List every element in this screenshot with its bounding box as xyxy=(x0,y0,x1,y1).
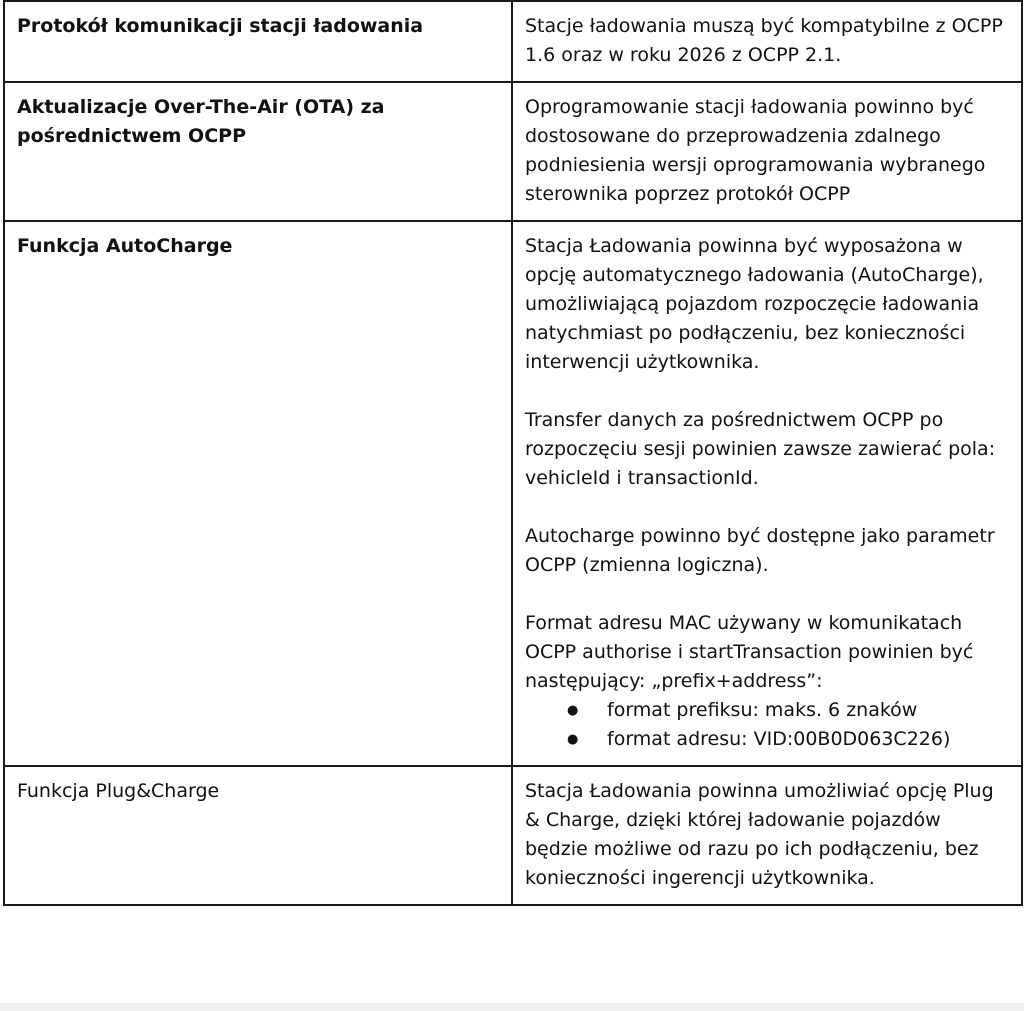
row-value-cell xyxy=(512,766,1022,905)
list-item: ● format adresu: VID:00B0D063C226) xyxy=(607,725,1009,754)
table-row xyxy=(4,766,1022,905)
autocharge-paragraph: Format adresu MAC używany w komunikatach OCPP authorise i startTransaction powinien być następujący: „prefix+address”: xyxy=(525,612,974,692)
row-label-cell xyxy=(4,82,512,221)
table-row xyxy=(4,82,1022,221)
mac-format-list xyxy=(525,696,1009,754)
row-label: Protokół komunikacji stacji ładowania xyxy=(17,15,424,37)
row-label: Aktualizacje Over-The-Air (OTA) za pośrednictwem OCPP xyxy=(17,96,385,147)
row-label: Funkcja Plug&Charge xyxy=(17,780,220,802)
autocharge-paragraph: Stacja Ładowania powinna być wyposażona w opcję automatycznego ładowania (AutoCharge), umożliwiającą pojazdom rozpoczęcie ładowania natychmiast po podłączeniu, bez konieczności interwencji użytkownika. xyxy=(525,235,984,373)
row-label-cell xyxy=(4,221,512,766)
list-item: ● format prefiksu: maks. 6 znaków xyxy=(607,696,1009,725)
row-value-cell xyxy=(512,1,1022,82)
table-row xyxy=(4,1,1022,82)
page-bottom-area xyxy=(0,1003,1024,1011)
row-value-cell xyxy=(512,221,1022,766)
row-value: Stacja Ładowania powinna umożliwiać opcję Plug & Charge, dzięki której ładowanie pojazdów będzie możliwe od razu po ich podłączeniu, bez konieczności ingerencji użytkownika. xyxy=(525,780,994,889)
autocharge-paragraph: Transfer danych za pośrednictwem OCPP po rozpoczęciu sesji powinien zawsze zawierać pola: vehicleId i transactionId. xyxy=(525,409,996,489)
row-label: Funkcja AutoCharge xyxy=(17,235,233,257)
row-value-cell xyxy=(512,82,1022,221)
table-row xyxy=(4,221,1022,766)
row-value: Oprogramowanie stacji ładowania powinno być dostosowane do przeprowadzenia zdalnego podniesienia wersji oprogramowania wybranego sterownika poprzez protokół OCPP xyxy=(525,96,986,205)
row-value: Stacje ładowania muszą być kompatybilne z OCPP 1.6 oraz w roku 2026 z OCPP 2.1. xyxy=(525,15,1003,66)
row-label-cell xyxy=(4,1,512,82)
autocharge-paragraph: Autocharge powinno być dostępne jako parametr OCPP (zmienna logiczna). xyxy=(525,525,995,576)
row-label-cell xyxy=(4,766,512,905)
requirements-table xyxy=(3,0,1023,906)
